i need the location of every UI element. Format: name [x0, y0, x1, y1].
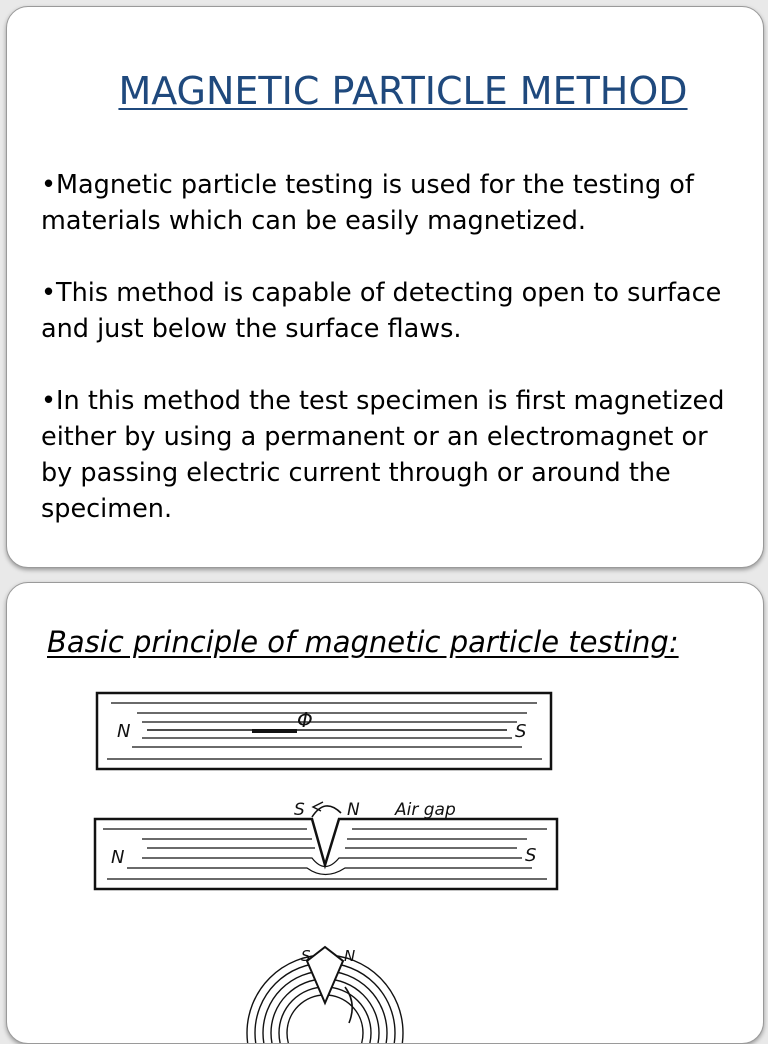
ring-north-label: N	[344, 947, 356, 965]
bullet-list	[41, 167, 739, 527]
north-pole-label: N	[117, 721, 131, 742]
ring-south-label: S	[301, 947, 311, 965]
slide-title: MAGNETIC PARTICLE METHOD	[118, 69, 688, 113]
south-pole-label: S	[525, 845, 537, 866]
gap-south-label: S	[294, 800, 305, 820]
slide-subtitle: Basic principle of magnetic particle testing:	[47, 625, 679, 659]
bar-magnet-cracked	[95, 800, 557, 889]
slide-2	[6, 582, 764, 1044]
bullet-item: •Magnetic particle testing is used for the testing of materials which can be easily magnetized.	[41, 170, 694, 236]
bar-magnet-intact	[97, 693, 551, 769]
bullet-item: •This method is capable of detecting open to surface and just below the surface flaws.	[41, 278, 722, 344]
bullet-item: •In this method the test specimen is first magnetized either by using a permanent or an electromagnet or by passing electric current through or around the specimen.	[41, 386, 725, 524]
north-pole-label: N	[111, 847, 125, 868]
slide-1	[6, 6, 764, 568]
south-pole-label: S	[515, 721, 527, 742]
ring-magnet	[247, 947, 403, 1043]
gap-north-label: N	[347, 800, 360, 820]
air-gap-label: Air gap	[395, 800, 456, 820]
flaw-symbol: Φ	[297, 708, 313, 732]
